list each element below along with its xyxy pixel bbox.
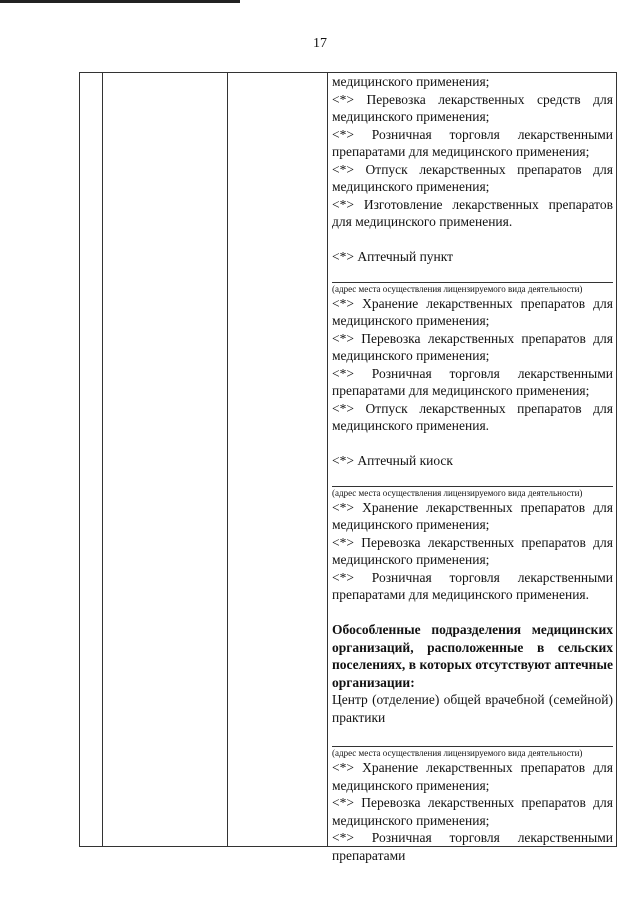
- text-line: <*> Перевозка лекарственных препаратов для медицинского применения;: [332, 795, 613, 828]
- license-table: [79, 72, 617, 863]
- text-line: <*> Хранение лекарственных препаратов для медицинского применения;: [332, 760, 613, 793]
- practice-center-title: Центр (отделение) общей врачебной (семейной) практики: [332, 692, 613, 725]
- address-caption: (адрес места осуществления лицензируемого вида деятельности): [332, 486, 613, 499]
- table-column-divider-2: [227, 73, 228, 846]
- table-column-divider-1: [102, 73, 103, 846]
- text-line: <*> Розничная торговля лекарственными препаратами: [332, 830, 613, 863]
- pharmacy-kiosk-title: <*> Аптечный киоск: [332, 453, 453, 468]
- text-line: <*> Розничная торговля лекарственными препаратами для медицинского применения;: [332, 365, 613, 398]
- text-line: <*> Перевозка лекарственных препаратов для медицинского применения;: [332, 330, 613, 363]
- pharmacy-point-title: <*> Аптечный пункт: [332, 249, 454, 264]
- activity-column: [328, 73, 616, 863]
- text-line: <*> Хранение лекарственных препаратов для медицинского применения;: [332, 295, 613, 328]
- separate-units-heading: Обособленные подразделения медицинских организаций, расположенные в сельских поселениях, в которых отсутствуют аптечные организации:: [332, 622, 613, 690]
- text-line: медицинского применения;: [332, 74, 490, 89]
- address-caption: (адрес места осуществления лицензируемого вида деятельности): [332, 282, 613, 295]
- text-line: <*> Хранение лекарственных препаратов для медицинского применения;: [332, 499, 613, 532]
- text-line: <*> Розничная торговля лекарственными препаратами для медицинского применения.: [332, 569, 613, 602]
- text-line: <*> Изготовление лекарственных препаратов для медицинского применения.: [332, 196, 613, 229]
- address-caption: (адрес места осуществления лицензируемого вида деятельности): [332, 746, 613, 759]
- top-rule: [0, 0, 240, 3]
- text-line: <*> Перевозка лекарственных препаратов для медицинского применения;: [332, 534, 613, 567]
- text-line: <*> Перевозка лекарственных средств для медицинского применения;: [332, 91, 613, 124]
- text-line: <*> Розничная торговля лекарственными препаратами для медицинского применения;: [332, 126, 613, 159]
- page-number: 17: [313, 36, 327, 51]
- text-line: <*> Отпуск лекарственных препаратов для медицинского применения.: [332, 400, 613, 433]
- text-line: <*> Отпуск лекарственных препаратов для медицинского применения;: [332, 161, 613, 194]
